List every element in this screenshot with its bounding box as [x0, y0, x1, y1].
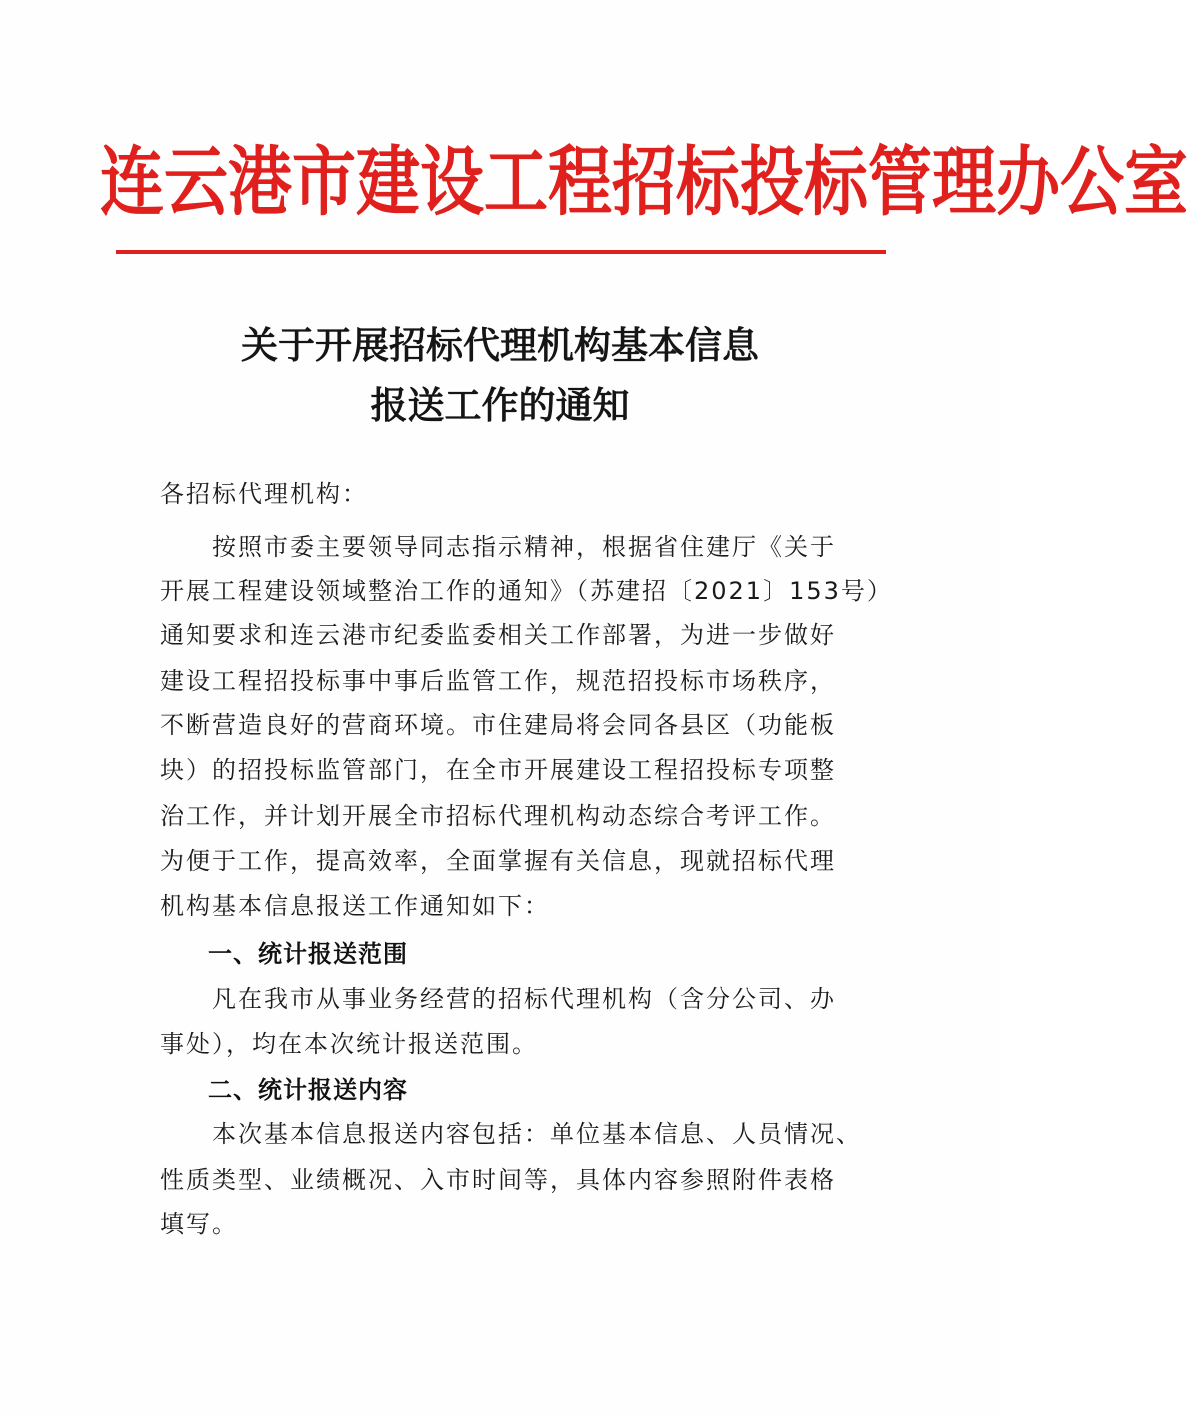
intro-line: 块）的招投标监管部门，在全市开展建设工程招投标专项整 — [160, 756, 836, 784]
section-2-heading: 二、统计报送内容 — [208, 1076, 408, 1104]
section-1-heading: 一、统计报送范围 — [208, 940, 408, 968]
section-2-line: 填写。 — [160, 1210, 238, 1238]
intro-line: 开展工程建设领域整治工作的通知》（苏建招〔2021〕153号） — [160, 577, 893, 605]
intro-line: 通知要求和连云港市纪委监委相关工作部署，为进一步做好 — [160, 621, 836, 649]
section-1-line: 凡在我市从事业务经营的招标代理机构（含分公司、办 — [160, 985, 836, 1013]
intro-line: 按照市委主要领导同志指示精神，根据省住建厅《关于 — [160, 533, 836, 561]
masthead-org-name: 连云港市建设工程招标投标管理办公室 — [100, 138, 1188, 227]
section-1-line: 事处），均在本次统计报送范围。 — [160, 1030, 538, 1058]
masthead-red-rule — [116, 250, 886, 254]
salutation: 各招标代理机构： — [160, 480, 368, 508]
intro-line: 机构基本信息报送工作通知如下： — [160, 892, 550, 920]
intro-line: 建设工程招投标事中事后监管工作，规范招投标市场秩序， — [160, 667, 836, 695]
section-2-line: 本次基本信息报送内容包括：单位基本信息、人员情况、 — [160, 1120, 862, 1148]
section-2-line: 性质类型、业绩概况、入市时间等，具体内容参照附件表格 — [160, 1166, 836, 1194]
document-title-line-2: 报送工作的通知 — [370, 383, 630, 427]
intro-line: 不断营造良好的营商环境。市住建局将会同各县区（功能板 — [160, 711, 836, 739]
document-title-line-1: 关于开展招标代理机构基本信息 — [241, 323, 759, 367]
intro-line: 治工作，并计划开展全市招标代理机构动态综合考评工作。 — [160, 802, 836, 830]
intro-line: 为便于工作，提高效率，全面掌握有关信息，现就招标代理 — [160, 847, 836, 875]
